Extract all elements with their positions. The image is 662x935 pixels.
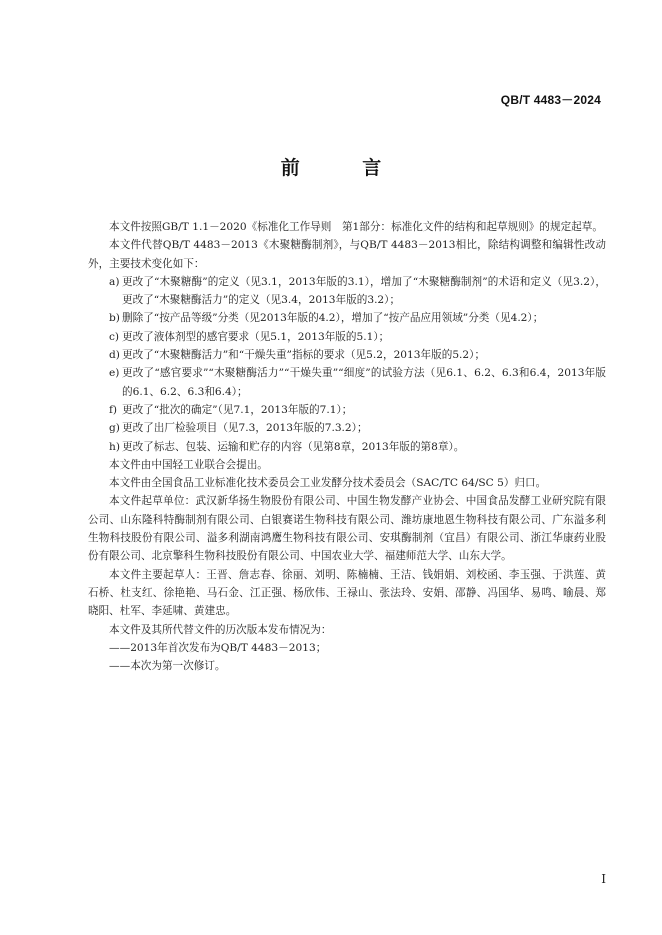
list-item-letter: g) — [109, 422, 120, 435]
committee-paragraph: 本文件由全国食品工业标准化技术委员会工业发酵分技术委员会（SAC/TC 64/SC 5）归口。 — [109, 477, 547, 490]
page-number: I — [601, 872, 606, 886]
list-item-text: 更改了“木聚糖酶活力”和“干燥失重”指标的要求（见5.2，2013年版的5.2）； — [122, 349, 486, 362]
page-title: 前 言 — [280, 157, 410, 179]
list-item-text: 更改了“感官要求”“木聚糖酶活力”“干燥失重”“细度”的试验方法（见6.1、6.2、6.3和6.4，2013年版的6.1、6.2、6.3和6.4）； — [122, 367, 606, 398]
intro-paragraph: 本文件按照GB/T 1.1－2020《标准化工作导则 第1部分：标准化文件的结构和起草规则》的规定起草。 — [109, 221, 603, 233]
list-item — [88, 401, 606, 419]
drafting-units-paragraph: 本文件起草单位：武汉新华扬生物股份有限公司、中国生物发酵产业协会、中国食品发酵工业研究院有限公司、山东隆科特酶制剂有限公司、白银赛诺生物科技有限公司、潍坊康地恩生物科技有限公司、广东溢多利生物科技股份有限公司、溢多利湖南鸿鹰生物科技有限公司、安琪酶制剂（宜昌）有限公司、浙江华康药业股份有限公司、北京擎科生物科技股份有限公司、中国农业大学、福建师范大学、山东大学。 — [88, 495, 606, 563]
history-intro-paragraph: 本文件及其所代替文件的历次版本发布情况为： — [109, 623, 332, 636]
list-item-text: 更改了液体剂型的感官要求（见5.1，2013年版的5.1）； — [122, 330, 390, 343]
history-line: ——本次为第一次修订。 — [109, 660, 226, 673]
list-item-letter: h) — [109, 440, 120, 453]
list-item-text: 更改了出厂检验项目（见7.3，2013年版的7.3.2）； — [122, 422, 368, 435]
list-item-letter: e) — [109, 367, 120, 380]
list-item — [88, 273, 606, 310]
changes-list — [88, 273, 606, 456]
list-item-letter: a) — [109, 275, 120, 288]
list-item-letter: b) — [109, 312, 120, 325]
list-item — [88, 309, 606, 327]
list-item-text: 删除了“按产品等级”分类（见2013年版的4.2），增加了“按产品应用领域”分类（见4.2）； — [122, 312, 544, 325]
foreword-body — [88, 218, 606, 675]
history-line: ——2013年首次发布为QB/T 4483－2013； — [109, 641, 327, 654]
list-item-text: 更改了“木聚糖酶”的定义（见3.1，2013年版的3.1），增加了“木聚糖酶制剂”的术语和定义（见3.2），更改了“木聚糖酶活力”的定义（见3.4，2013年版的3.2）； — [122, 275, 606, 307]
list-item-letter: c) — [109, 330, 120, 343]
list-item-letter: d) — [109, 349, 120, 362]
list-item — [88, 438, 606, 456]
drafters-paragraph: 本文件主要起草人：王晋、詹志春、徐丽、刘明、陈楠楠、王洁、钱娟娟、刘校函、李玉强、于洪莲、黄石桥、杜支红、徐艳艳、马石金、江正强、杨欣伟、王禄山、张法玲、安娟、邵静、冯国华、易鸣、喻晨、郑晓阳、杜军、李延啸、黄建忠。 — [88, 568, 606, 618]
list-item-text: 更改了标志、包装、运输和贮存的内容（见第8章，2013年版的第8章）。 — [122, 440, 465, 453]
list-item — [88, 419, 606, 437]
list-item-letter: f) — [109, 403, 118, 416]
document-code: QB/T 4483－2024 — [500, 93, 601, 107]
intro-paragraph: 本文件代替QB/T 4483－2013《木聚糖酶制剂》，与QB/T 4483－2013相比，除结构调整和编辑性改动外，主要技术变化如下： — [88, 239, 606, 270]
list-item — [88, 328, 606, 346]
list-item-text: 更改了“批次的确定”（见7.1，2013年版的7.1）； — [122, 403, 353, 416]
list-item — [88, 364, 606, 401]
proposer-paragraph: 本文件由中国轻工业联合会提出。 — [109, 458, 268, 471]
list-item — [88, 346, 606, 364]
